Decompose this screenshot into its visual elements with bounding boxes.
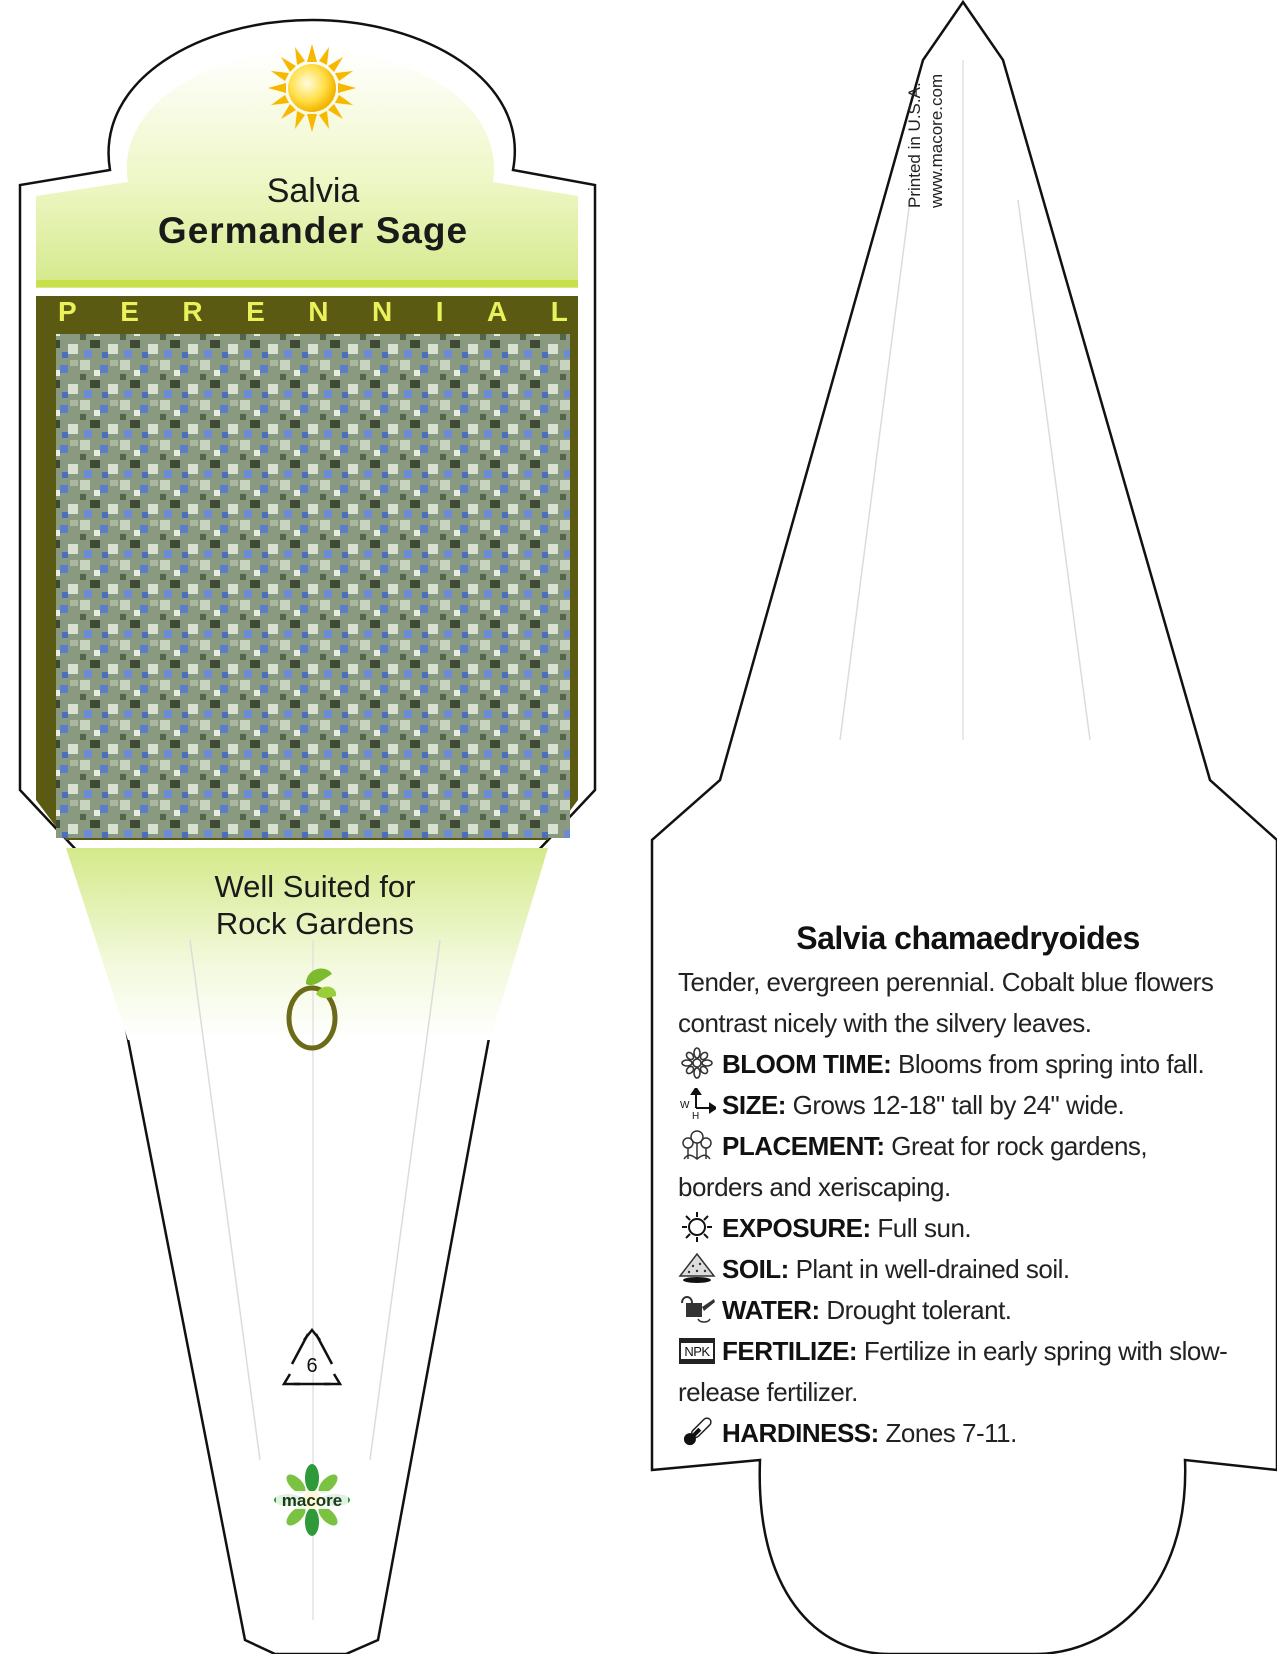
category-letter: P	[58, 296, 77, 327]
variety-name: Germander Sage	[157, 210, 469, 251]
care-item-text: Full sun.	[870, 1213, 972, 1243]
placement-flowers-icon	[678, 1129, 716, 1161]
category-label	[58, 296, 568, 328]
care-instructions	[678, 916, 1238, 1454]
care-item	[678, 1331, 1238, 1413]
care-item	[678, 1290, 1238, 1331]
care-item-label: SOIL:	[722, 1254, 789, 1284]
care-item	[678, 1044, 1238, 1085]
sun-icon	[268, 44, 356, 132]
category-letter: R	[182, 296, 203, 327]
flower-icon	[678, 1047, 716, 1079]
care-item-text: Zones 7-11.	[878, 1418, 1017, 1448]
category-letter: E	[246, 296, 265, 327]
care-list	[678, 1044, 1238, 1454]
plant-photo	[56, 334, 570, 838]
care-item	[678, 1208, 1238, 1249]
care-item-text: Plant in well-drained soil.	[788, 1254, 1070, 1284]
svg-text:H: H	[692, 1111, 699, 1120]
care-item-label: SIZE:	[722, 1090, 786, 1120]
tagline-line-1: Well Suited for	[214, 869, 416, 904]
care-item	[678, 1085, 1238, 1126]
care-item-label: FERTILIZE:	[722, 1336, 858, 1366]
printed-in-text: Printed in U.S.A.	[905, 82, 924, 208]
category-letter: A	[487, 296, 508, 327]
brand-name: macore	[281, 1491, 343, 1510]
category-letter: I	[435, 296, 444, 327]
care-item-text: Blooms from spring into fall.	[891, 1049, 1205, 1079]
tagline-line-2: Rock Gardens	[215, 906, 415, 941]
care-item-label: PLACEMENT:	[722, 1131, 885, 1161]
watering-can-icon	[678, 1293, 716, 1325]
svg-text:W: W	[680, 1100, 689, 1111]
care-item-text: Drought tolerant.	[819, 1295, 1012, 1325]
care-item	[678, 1413, 1238, 1454]
print-info	[905, 48, 946, 218]
care-item	[678, 1126, 1238, 1208]
care-item	[678, 1249, 1238, 1290]
category-letter: E	[120, 296, 139, 327]
care-item-label: BLOOM TIME:	[722, 1049, 892, 1079]
sun-outline-icon	[678, 1211, 716, 1243]
description: Tender, evergreen perennial. Cobalt blue flowers contrast nicely with the silvery leaves.	[678, 967, 1214, 1038]
recycle-number: 6	[306, 1355, 318, 1377]
category-letter: L	[550, 296, 568, 327]
care-item-text: Great for rock gardens, borders and xeriscaping.	[678, 1131, 1148, 1202]
category-letter: N	[372, 296, 393, 327]
care-item-label: HARDINESS:	[722, 1418, 879, 1448]
tagline	[130, 868, 500, 942]
website-text: www.macore.com	[927, 73, 946, 208]
size-arrows-icon	[678, 1088, 716, 1120]
care-item-label: EXPOSURE:	[722, 1213, 871, 1243]
botanical-name: Salvia chamaedryoides	[796, 920, 1140, 956]
thermometer-icon	[678, 1416, 716, 1448]
svg-text:NPK: NPK	[684, 1344, 710, 1359]
soil-pile-icon	[678, 1252, 716, 1284]
front-tag	[20, 20, 595, 1654]
care-item-label: WATER:	[722, 1295, 820, 1325]
npk-box-icon	[678, 1334, 716, 1366]
care-item-text: Grows 12-18" tall by 24" wide.	[785, 1090, 1125, 1120]
category-letter: N	[308, 296, 329, 327]
common-name: Salvia	[266, 172, 360, 210]
care-item-text: Fertilize in early spring with slow-release fertilizer.	[678, 1336, 1228, 1407]
